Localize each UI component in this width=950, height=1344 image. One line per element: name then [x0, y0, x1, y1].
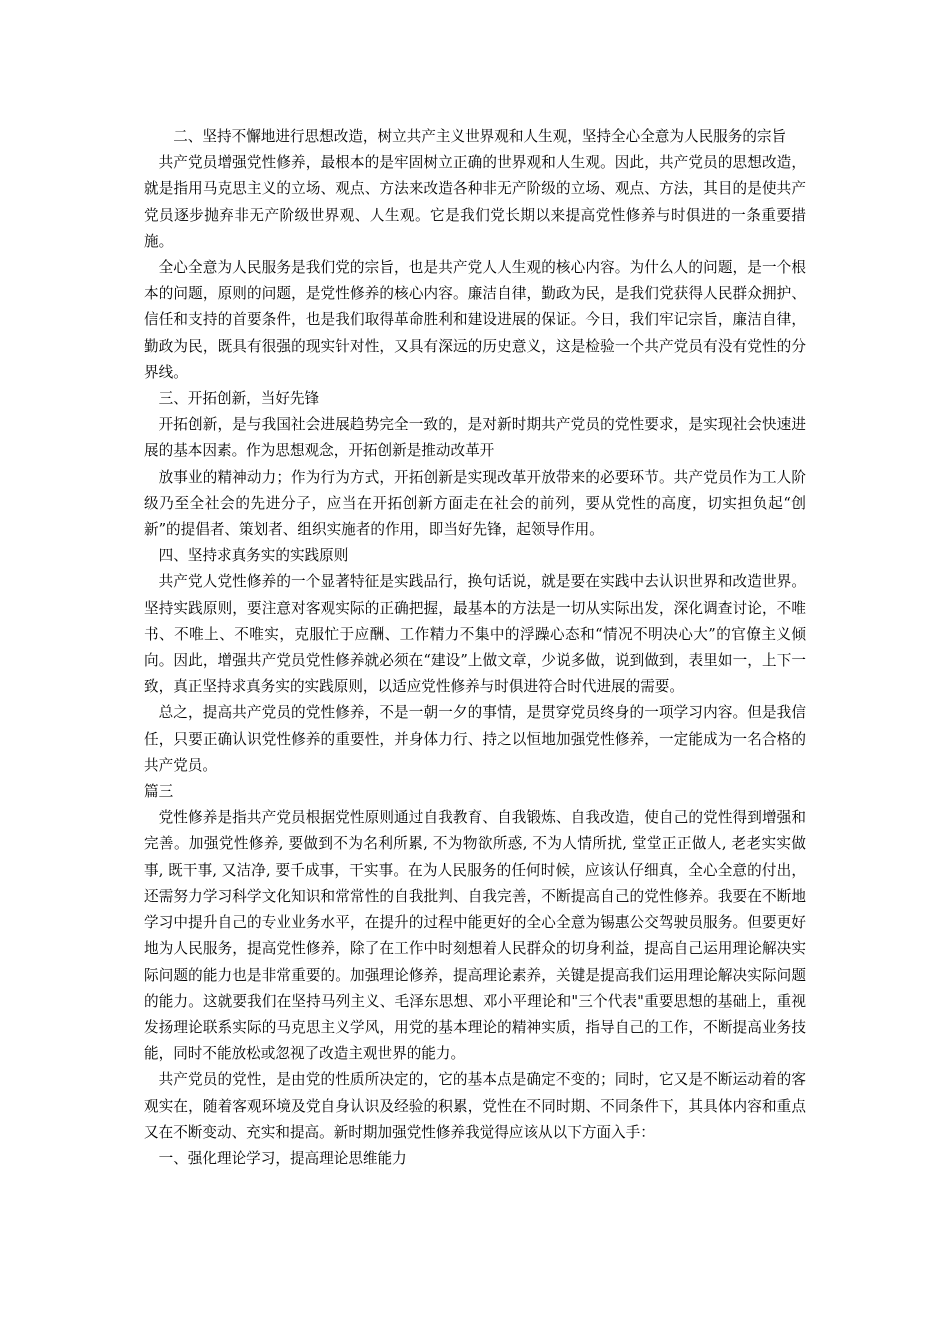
paragraph: 共产党人党性修养的一个显著特征是实践品行，换句话说，就是要在实践中去认识世界和改造世界。坚持实践原则，要注意对客观实际的正确把握，最基本的方法是一切从实际出发，深化调查讨论，不唯书、不唯上、不唯实，克服忙于应酬、工作精力不集中的浮躁心态和“情况不明决心大”的官僚主义倾向。因此，增强共产党员党性修养就必须在“建设”上做文章，少说多做，说到做到，表里如一，上下一致，真正坚持求真务实的实践原则，以适应党性修养与时俱进符合时代进展的需要。 — [144, 573, 806, 696]
paragraph: 总之，提高共产党员的党性修养，不是一朝一夕的事情，是贯穿党员终身的一项学习内容。但是我信任，只要正确认识党性修养的重要性，并身体力行、持之以恒地加强党性修养，一定能成为一名合格的共产党员。 — [144, 704, 806, 774]
section-heading-3: 三、开拓创新，当好先锋 — [158, 390, 320, 408]
section-heading-2: 二、坚持不懈地进行思想改造，树立共产主义世界观和人生观，坚持全心全意为人民服务的宗旨 — [173, 128, 787, 145]
chapter-title: 篇三 — [144, 783, 174, 801]
paragraph: 党性修养是指共产党员根据党性原则通过自我教育、自我锻炼、自我改造，使自己的党性得到增强和完善。加强党性修养, 要做到不为名利所累, 不为物欲所惑, 不为人情所扰, 堂堂正正做人, 老老实实做事, 既干事, 又洁净, 要千成事，干实事。在为人民服务的任何时候，应该认仔细真，全心全意的付出，还需努力学习科学文化知识和常常性的自我批判、自我完善，不断提高自己的党性修养。我要在不断地学习中提升自己的专业业务水平，在提升的过程中能更好的全心全意为锡惠公交驾驶员服务。但要更好地为人民服务，提高党性修养，除了在工作中时刻想着人民群众的切身利益，提高自己运用理论解决实际问题的能力也是非常重要的。加强理论修养，提高理论素养，关键是提高我们运用理论解决实际问题的能力。这就要我们在坚持马列主义、毛泽东思想、邓小平理论和"三个代表"重要思想的基础上，重视发扬理论联系实际的马克思主义学风，用党的基本理论的精神实质，指导自己的工作，不断提高业务技能，同时不能放松或忽视了改造主观世界的能力。 — [144, 809, 806, 1063]
section-heading-1: 一、强化理论学习，提高理论思维能力 — [158, 1149, 407, 1167]
paragraph: 共产党员的党性，是由党的性质所决定的，它的基本点是确定不变的；同时，它又是不断运动着的客观实在，随着客观环境及党自身认识及经验的积累，党性在不同时期、不同条件下，其具体内容和重点又在不断变动、充实和提高。新时期加强党性修养我觉得应该从以下方面入手： — [144, 1071, 806, 1141]
section-heading-4: 四、坚持求真务实的实践原则 — [158, 547, 349, 565]
paragraph: 开拓创新，是与我国社会进展趋势完全一致的，是对新时期共产党员的党性要求，是实现社会快速进展的基本因素。作为思想观念，开拓创新是推动改革开 — [144, 416, 806, 460]
document-body — [144, 124, 806, 1172]
paragraph: 共产党员增强党性修养，最根本的是牢固树立正确的世界观和人生观。因此，共产党员的思想改造，就是指用马克思主义的立场、观点、方法来改造各种非无产阶级的立场、观点、方法，其目的是使共产党员逐步抛弃非无产阶级世界观、人生观。它是我们党长期以来提高党性修养与时俱进的一条重要措施。 — [144, 154, 806, 250]
paragraph: 放事业的精神动力；作为行为方式，开拓创新是实现改革开放带来的必要环节。共产党员作为工人阶级乃至全社会的先进分子，应当在开拓创新方面走在社会的前列，要从党性的高度，切实担负起“创新”的提倡者、策划者、组织实施者的作用，即当好先锋，起领导作用。 — [144, 468, 806, 539]
paragraph: 全心全意为人民服务是我们党的宗旨，也是共产党人人生观的核心内容。为什么人的问题，是一个根本的问题，原则的问题，是党性修养的核心内容。廉洁自律，勤政为民，是我们党获得人民群众拥护、信任和支持的首要条件，也是我们取得革命胜利和建设进展的保证。今日，我们牢记宗旨，廉洁自律，勤政为民，既具有很强的现实针对性，又具有深远的历史意义，这是检验一个共产党员有没有党性的分界线。 — [144, 259, 806, 381]
